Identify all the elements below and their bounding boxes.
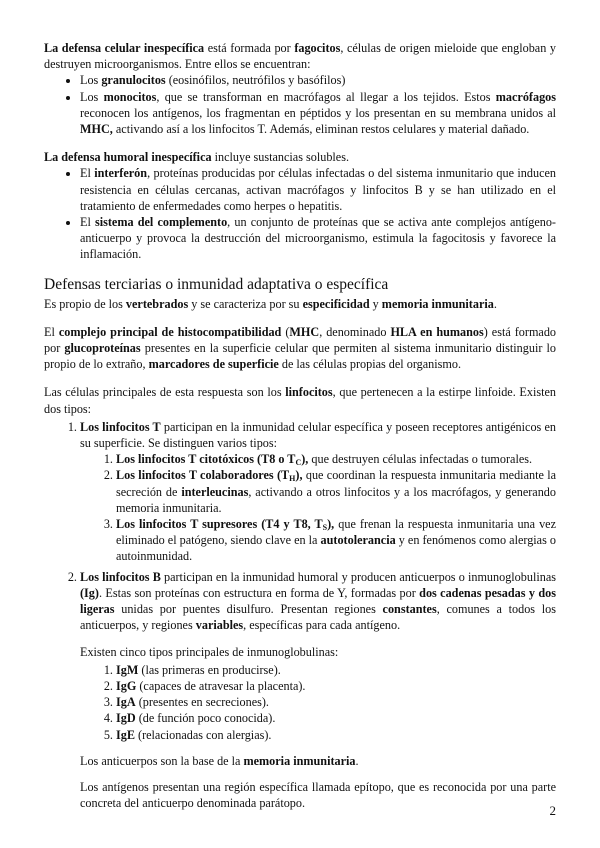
text: (de función poco conocida). bbox=[135, 711, 276, 726]
text: y en fenómenos como alergias o autoinmunidad. bbox=[116, 533, 556, 564]
bold-term: IgG bbox=[116, 678, 137, 693]
text: Las células principales de esta respuesta son los bbox=[44, 385, 286, 400]
bold-term bbox=[116, 452, 308, 466]
subscript: H bbox=[289, 474, 296, 484]
bold-term: marcadores de superficie bbox=[148, 357, 279, 372]
text: (presentes en secreciones). bbox=[135, 695, 269, 710]
list-item bbox=[116, 678, 556, 694]
text: ) está formado por bbox=[44, 324, 557, 356]
paragraph-epitopo: Los antígenos presentan una región específica llamada epítopo, que es reconocida por una parte concreta del anticuerpo denominada parátopo. bbox=[80, 779, 556, 811]
bold-term: La defensa celular inespecífica bbox=[44, 41, 205, 55]
text: . bbox=[493, 296, 497, 311]
text: que coordinan la respuesta inmunitaria mediante la secreción de bbox=[116, 468, 556, 499]
bold-term: Los linfocitos B bbox=[80, 569, 161, 584]
text: ( bbox=[281, 324, 290, 339]
list-item bbox=[116, 467, 556, 516]
text: Es propio de los bbox=[44, 296, 126, 311]
paragraph-linfocitos bbox=[44, 384, 556, 416]
text: ), bbox=[301, 452, 309, 467]
text: Los linfocitos T citotóxicos (T8 o T bbox=[116, 452, 296, 467]
bold-term bbox=[116, 468, 303, 482]
text: reconocen los antígenos, los fragmentan en péptidos y los presentan en su membrana unidos al bbox=[80, 105, 556, 120]
text: está formada por bbox=[204, 41, 295, 55]
bold-term: IgM bbox=[116, 662, 139, 677]
text: y se caracteriza por su bbox=[188, 296, 303, 311]
ig-types-list bbox=[80, 662, 556, 743]
bold-term: La defensa humoral inespecífica bbox=[44, 150, 212, 165]
text: , específicas para cada antígeno. bbox=[243, 618, 401, 633]
bold-term: MHC bbox=[289, 324, 320, 339]
bold-term: interferón bbox=[94, 166, 148, 181]
text: incluye sustancias solubles. bbox=[211, 150, 350, 165]
text: de las células propias del organismo. bbox=[278, 357, 462, 372]
bold-term: interleucinas bbox=[181, 484, 249, 499]
list-item bbox=[116, 451, 556, 467]
bold-term: Los linfocitos T bbox=[80, 419, 161, 434]
bold-term: sistema del complemento bbox=[94, 215, 228, 230]
text: que frenan la respuesta inmunitaria una vez eliminado el patógeno, siendo clave en la bbox=[116, 517, 556, 548]
humoral-list bbox=[44, 165, 556, 262]
list-item-linfocitos-t bbox=[80, 419, 556, 565]
text: ), bbox=[295, 468, 303, 483]
text: (relacionadas con alergias). bbox=[134, 727, 272, 742]
bold-term: MHC, bbox=[80, 122, 113, 137]
lymphocyte-list bbox=[44, 419, 556, 811]
bold-term: especificidad bbox=[302, 296, 370, 311]
text: El bbox=[80, 215, 95, 230]
text: , proteínas producidas por células infectadas o del sistema inmunitario que inducen resistencia en células cercanas, activan macrófagos y linfocitos B y se han utilizado en el tratamiento de enfermedades como herpes o hepatitis. bbox=[80, 166, 556, 213]
bold-term: monocitos bbox=[103, 89, 157, 104]
bold-term: constantes bbox=[382, 602, 437, 617]
bold-term: memoria inmunitaria bbox=[381, 296, 494, 311]
text: participan en la inmunidad humoral y producen anticuerpos o inmunoglobulinas bbox=[160, 569, 556, 584]
text: unidas por puentes disulfuro. Presentan regiones bbox=[114, 602, 383, 617]
bold-term: fagocitos bbox=[294, 41, 341, 55]
paragraph-celular bbox=[44, 40, 556, 72]
list-item-linfocitos-b bbox=[80, 569, 556, 812]
list-item bbox=[80, 214, 556, 263]
text: activando así a los linfocitos T. Además, eliminan restos celulares y material dañado. bbox=[112, 122, 530, 137]
bold-term: memoria inmunitaria bbox=[243, 753, 356, 768]
t-types-list bbox=[80, 451, 556, 564]
bold-term: HLA en humanos bbox=[390, 324, 484, 339]
text: , denominado bbox=[319, 324, 391, 339]
bold-term: granulocitos bbox=[101, 73, 166, 88]
text: El bbox=[80, 166, 95, 181]
paragraph-memoria bbox=[80, 753, 556, 769]
bold-term: complejo principal de histocompatibilidad bbox=[58, 324, 282, 339]
list-item bbox=[116, 710, 556, 726]
celular-list bbox=[44, 72, 556, 137]
bold-term: IgE bbox=[116, 727, 135, 742]
bold-term: IgA bbox=[116, 695, 136, 710]
list-item bbox=[80, 165, 556, 214]
text: . Estas son proteínas con estructura en forma de Y, formadas por bbox=[98, 585, 420, 600]
text: y bbox=[369, 296, 382, 311]
bold-term: (Ig) bbox=[80, 585, 99, 600]
text: ), bbox=[327, 517, 335, 532]
text: , células de origen mieloide que engloban y destruyen microorganismos. Entre ellos se encuentran: bbox=[44, 41, 556, 72]
list-item bbox=[116, 516, 556, 565]
text: , comunes a todos los anticuerpos, y regiones bbox=[80, 602, 556, 633]
text: Los bbox=[80, 73, 102, 88]
paragraph-intro bbox=[44, 296, 556, 312]
section-heading: Defensas terciarias o inmunidad adaptativa o específica bbox=[44, 275, 389, 293]
list-item bbox=[80, 89, 556, 138]
bold-term: autotolerancia bbox=[320, 533, 396, 548]
bold-term bbox=[116, 517, 334, 531]
text: participan en la inmunidad celular específica y poseen receptores antigénicos en su superficie. Se distinguen varios tipos: bbox=[80, 419, 556, 451]
bold-term: linfocitos bbox=[285, 385, 333, 400]
document-page bbox=[44, 40, 556, 821]
list-item bbox=[80, 72, 556, 88]
text: Los linfocitos T colaboradores (T bbox=[116, 468, 290, 483]
text: presentes en la superficie celular que permiten al sistema inmunitario distinguir lo propio de lo extraño, bbox=[44, 341, 556, 372]
text: (capaces de atravesar la placenta). bbox=[136, 678, 306, 693]
text: , un conjunto de proteínas que se activa ante complejos antígeno-anticuerpo y provoca la destrucción del microorganismo, estimula la fagocitosis y favorece la inflamación. bbox=[80, 215, 556, 262]
list-item bbox=[116, 694, 556, 710]
text: Los anticuerpos son la base de la bbox=[80, 753, 244, 768]
text: , que se transforman en macrófagos al llegar a los tejidos. Estos bbox=[156, 89, 496, 104]
bold-term: glucoproteínas bbox=[64, 341, 141, 356]
subscript: C bbox=[295, 458, 302, 468]
bold-term: vertebrados bbox=[125, 296, 189, 311]
page-number: 2 bbox=[549, 803, 556, 818]
ig-intro: Existen cinco tipos principales de inmunoglobulinas: bbox=[80, 644, 339, 659]
bold-term: IgD bbox=[116, 711, 136, 726]
text: (las primeras en producirse). bbox=[138, 662, 281, 677]
text: , que pertenecen a la estirpe linfoide. Existen dos tipos: bbox=[44, 385, 556, 416]
paragraph-mhc bbox=[44, 324, 556, 373]
bold-term: variables bbox=[195, 618, 244, 633]
text: Los bbox=[80, 89, 104, 104]
text: que destruyen células infectadas o tumorales. bbox=[308, 452, 533, 467]
text: El bbox=[44, 324, 59, 339]
list-item bbox=[116, 727, 556, 743]
text: Los linfocitos T supresores (T4 y T8, T bbox=[116, 517, 323, 532]
subscript: S bbox=[322, 523, 328, 533]
text: , activando a otros linfocitos y a los macrófagos, y generando memoria inmunitaria. bbox=[116, 484, 556, 515]
bold-term: macrófagos bbox=[495, 89, 557, 104]
paragraph-humoral bbox=[44, 149, 556, 165]
text: . bbox=[355, 753, 359, 768]
bold-term: dos cadenas pesadas y dos ligeras bbox=[80, 585, 556, 617]
text: (eosinófilos, neutrófilos y basófilos) bbox=[165, 73, 346, 88]
list-item bbox=[116, 662, 556, 678]
